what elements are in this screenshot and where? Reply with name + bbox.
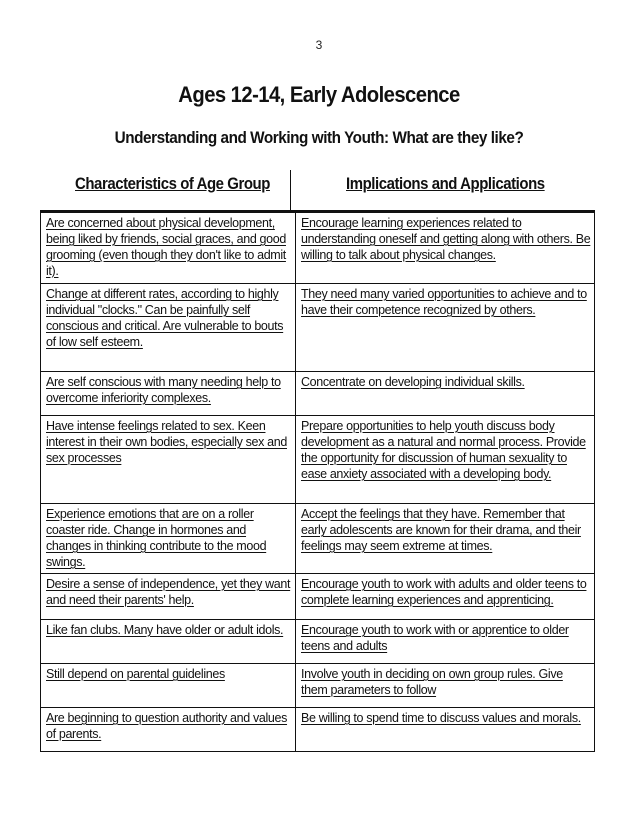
implication-cell: Involve youth in deciding on own group rules. Give them parameters to follow bbox=[296, 664, 595, 708]
characteristic-cell: Have intense feelings related to sex. Keen interest in their own bodies, especially sex and sex processes bbox=[41, 416, 296, 504]
column-header-implications: Implications and Applications bbox=[346, 174, 545, 193]
table-row bbox=[41, 574, 595, 620]
table-row bbox=[41, 504, 595, 574]
column-header-characteristics: Characteristics of Age Group bbox=[75, 174, 270, 193]
characteristic-cell: Like fan clubs. Many have older or adult idols. bbox=[41, 620, 296, 664]
characteristic-cell: Are beginning to question authority and values of parents. bbox=[41, 708, 296, 752]
page-subtitle: Understanding and Working with Youth: What are they like? bbox=[114, 128, 524, 147]
table-row bbox=[41, 372, 595, 416]
page-number: 3 bbox=[315, 38, 323, 52]
implication-cell: Encourage learning experiences related to understanding oneself and getting along with others. Be willing to talk about physical changes. bbox=[296, 212, 595, 284]
implication-cell: Concentrate on developing individual skills. bbox=[296, 372, 595, 416]
table-row bbox=[41, 212, 595, 284]
page-title: Ages 12-14, Early Adolescence bbox=[178, 82, 460, 107]
characteristic-cell: Are self conscious with many needing help to overcome inferiority complexes. bbox=[41, 372, 296, 416]
table-row bbox=[41, 620, 595, 664]
implication-cell: They need many varied opportunities to achieve and to have their competence recognized by others. bbox=[296, 284, 595, 372]
implication-cell: Prepare opportunities to help youth discuss body development as a natural and normal process. Provide the opportunity for discussion of human sexuality to ease anxiety associated with a developing body. bbox=[296, 416, 595, 504]
characteristic-cell: Desire a sense of independence, yet they want and need their parents' help. bbox=[41, 574, 296, 620]
table-row bbox=[41, 284, 595, 372]
characteristic-cell: Experience emotions that are on a roller coaster ride. Change in hormones and changes in thinking contribute to the mood swings. bbox=[41, 504, 296, 574]
characteristics-table bbox=[40, 210, 595, 752]
characteristic-cell: Change at different rates, according to highly individual "clocks." Can be painfully self conscious and critical. Are vulnerable to bouts of low self esteem. bbox=[41, 284, 296, 372]
implication-cell: Encourage youth to work with or apprentice to older teens and adults bbox=[296, 620, 595, 664]
characteristic-cell: Are concerned about physical development, being liked by friends, social graces, and good grooming (even though they don't like to admit it). bbox=[41, 212, 296, 284]
characteristic-cell: Still depend on parental guidelines bbox=[41, 664, 296, 708]
table-row bbox=[41, 416, 595, 504]
header-divider bbox=[290, 170, 291, 210]
implication-cell: Be willing to spend time to discuss values and morals. bbox=[296, 708, 595, 752]
implication-cell: Encourage youth to work with adults and older teens to complete learning experiences and apprenticing. bbox=[296, 574, 595, 620]
implication-cell: Accept the feelings that they have. Remember that early adolescents are known for their drama, and their feelings may seem extreme at times. bbox=[296, 504, 595, 574]
table-row bbox=[41, 708, 595, 752]
table-row bbox=[41, 664, 595, 708]
